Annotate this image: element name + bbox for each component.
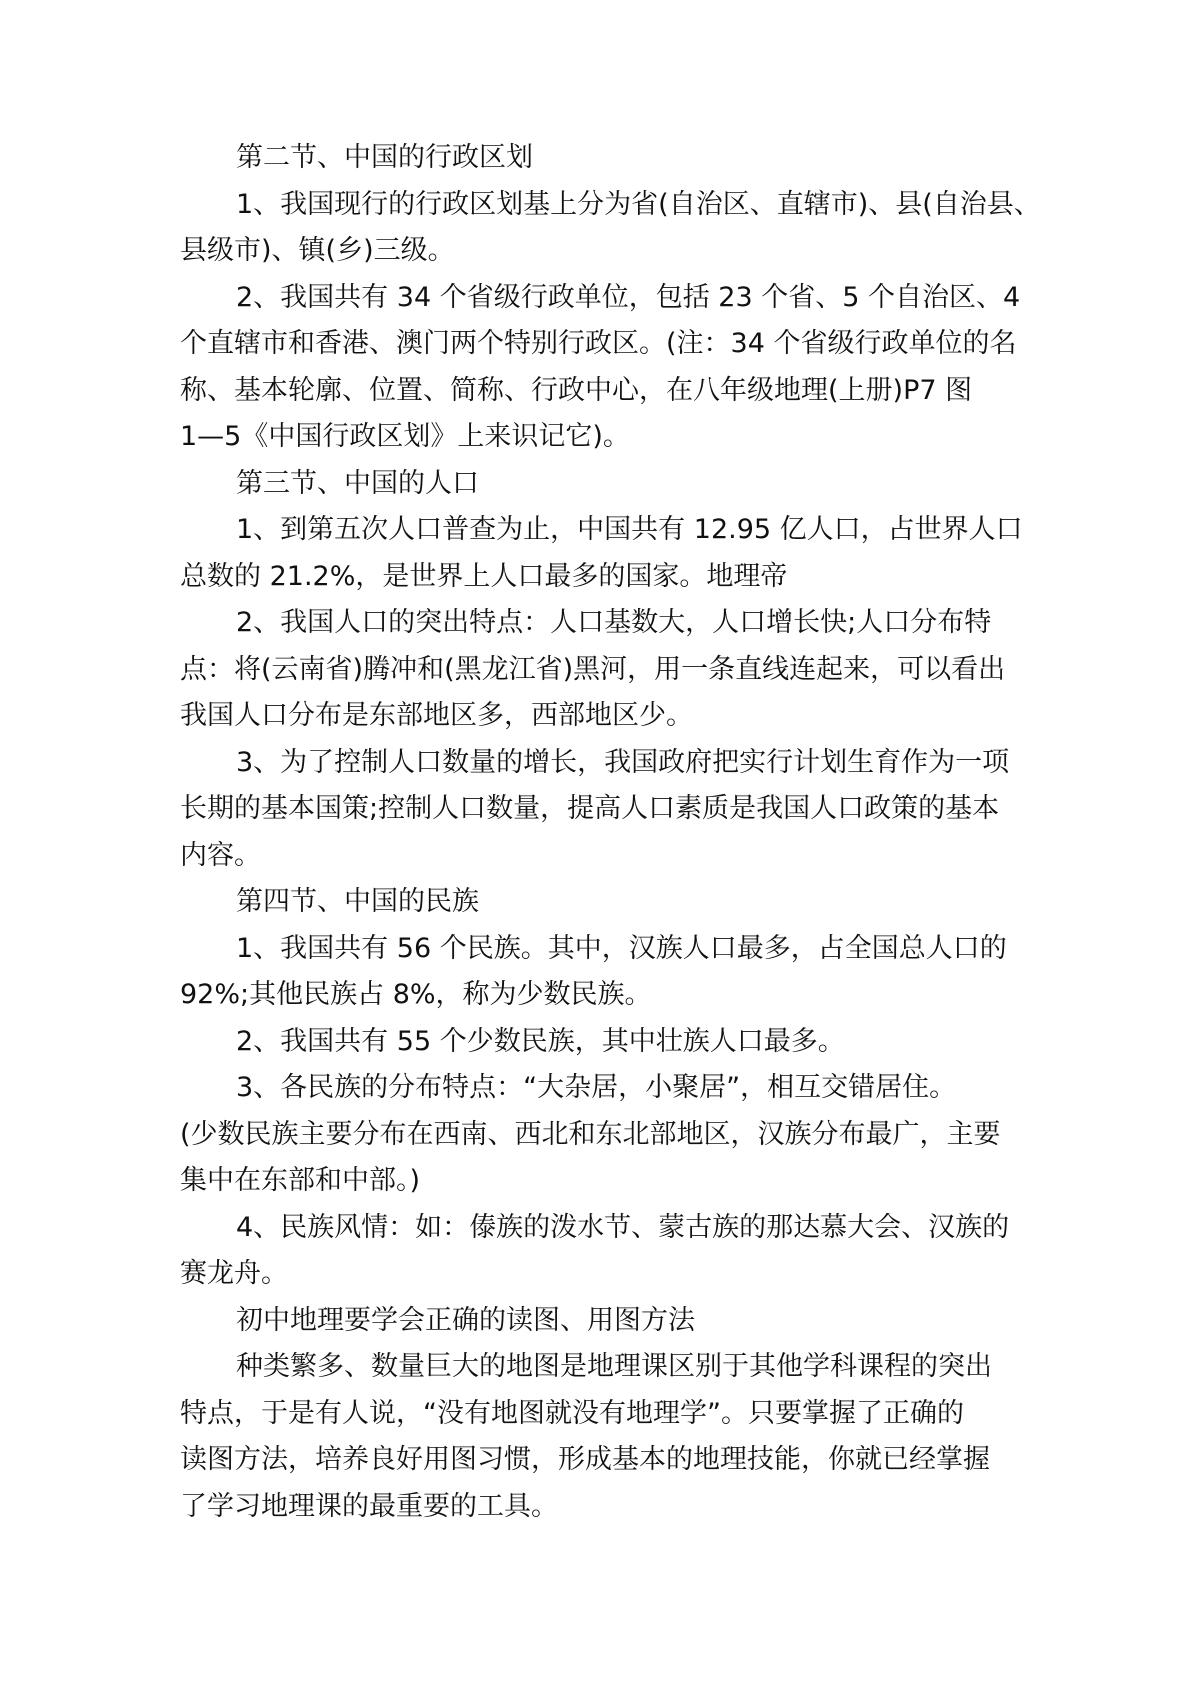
paragraph-line: 内容。	[180, 839, 261, 871]
paragraph-line: 3、各民族的分布特点：“大杂居，小聚居”，相互交错居住。	[236, 1072, 957, 1103]
section-heading-map-reading: 初中地理要学会正确的读图、用图方法	[236, 1304, 695, 1336]
paragraph-line: 1、我国共有 56 个民族。其中，汉族人口最多，占全国总人口的	[236, 932, 1007, 964]
paragraph-line: 总数的 21.2%，是世界上人口最多的国家。地理帝	[180, 560, 788, 592]
paragraph-line: 读图方法，培养良好用图习惯，形成基本的地理技能，你就已经掌握	[180, 1444, 990, 1475]
paragraph-line: 特点，于是有人说，“没有地图就没有地理学”。只要掌握了正确的	[180, 1397, 964, 1429]
paragraph-line: 了学习地理课的最重要的工具。	[180, 1490, 558, 1522]
paragraph-line: 1、到第五次人口普查为止，中国共有 12.95 亿人口，占世界人口	[236, 514, 1023, 545]
paragraph-line: 长期的基本国策;控制人口数量，提高人口素质是我国人口政策的基本	[180, 793, 1000, 824]
paragraph-line: 个直辖市和香港、澳门两个特别行政区。(注：34 个省级行政单位的名	[180, 328, 1017, 359]
paragraph-line: 集中在东部和中部。)	[180, 1165, 421, 1196]
section-heading-population: 第三节、中国的人口	[236, 467, 479, 499]
paragraph-line: 3、为了控制人口数量的增长，我国政府把实行计划生育作为一项	[236, 746, 1010, 778]
paragraph-line: 点：将(云南省)腾冲和(黑龙江省)黑河，用一条直线连起来，可以看出	[180, 653, 1006, 685]
paragraph-line: 称、基本轮廓、位置、简称、行政中心，在八年级地理(上册)P7 图	[180, 374, 973, 406]
paragraph-line: 我国人口分布是东部地区多，西部地区少。	[180, 700, 693, 731]
paragraph-line: 种类繁多、数量巨大的地图是地理课区别于其他学科课程的突出	[236, 1351, 992, 1382]
paragraph-line: 2、我国共有 55 个少数民族，其中壮族人口最多。	[236, 1025, 845, 1057]
paragraph-line: 92%;其他民族占 8%，称为少数民族。	[180, 979, 652, 1010]
paragraph-line: 2、我国人口的突出特点：人口基数大，人口增长快;人口分布特	[236, 607, 992, 638]
section-heading-ethnic-groups: 第四节、中国的民族	[236, 886, 479, 917]
paragraph-line: 赛龙舟。	[180, 1258, 288, 1289]
paragraph-line: 4、民族风情：如：傣族的泼水节、蒙古族的那达慕大会、汉族的	[236, 1211, 1010, 1243]
paragraph-line: (少数民族主要分布在西南、西北和东北部地区，汉族分布最广，主要	[180, 1118, 1001, 1150]
paragraph-line: 2、我国共有 34 个省级行政单位，包括 23 个省、5 个自治区、4	[236, 281, 1021, 313]
section-heading-administrative-divisions: 第二节、中国的行政区划	[236, 142, 533, 173]
paragraph-line: 1—5《中国行政区划》上来识记它)。	[180, 421, 630, 452]
document-body	[180, 135, 1041, 1530]
paragraph-line: 1、我国现行的行政区划基上分为省(自治区、直辖市)、县(自治县、	[236, 188, 1041, 220]
paragraph-line: 县级市)、镇(乡)三级。	[180, 235, 455, 266]
